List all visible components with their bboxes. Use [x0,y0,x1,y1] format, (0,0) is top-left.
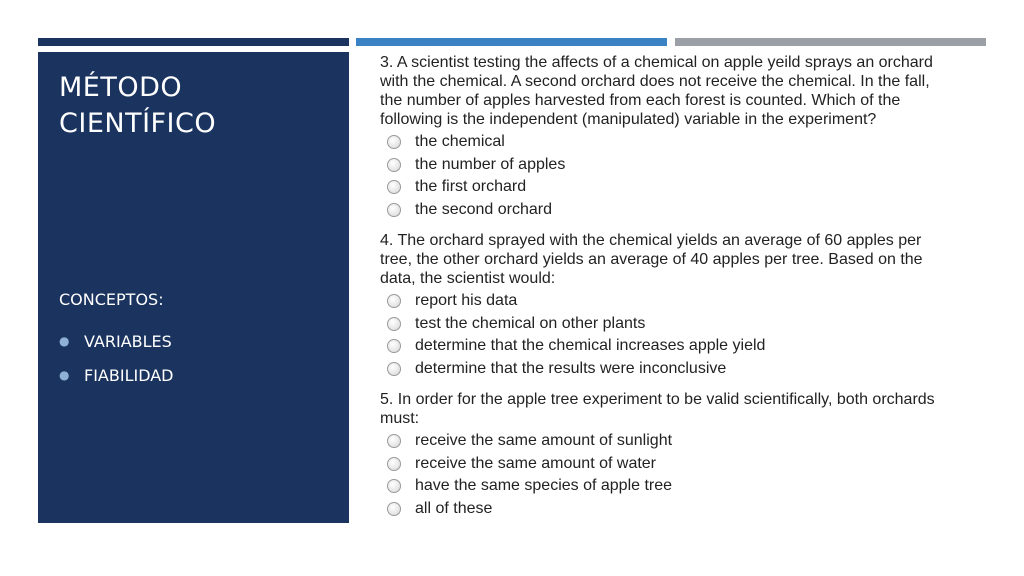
answer-option[interactable] [380,335,940,358]
option-label: receive the same amount of water [415,454,657,472]
radio-button-icon[interactable] [387,434,401,448]
answer-options [380,131,940,221]
concept-label: VARIABLES [84,331,172,351]
answer-option[interactable] [380,154,940,177]
bullet-icon: ● [59,334,70,348]
concept-item-variables [59,324,174,358]
radio-button-icon[interactable] [387,294,401,308]
answer-option[interactable] [380,131,940,154]
question-text: 3. A scientist testing the affects of a chemical on apple yeild sprays an orchard with the chemical. A second orchard does not receive the chemical. In the fall, the number of apples harvested from each forest is counted. Which of the following is the independent (manipulated) variable in the experiment? [380,54,933,128]
answer-option[interactable] [380,290,940,313]
question-text: 5. In order for the apple tree experiment to be valid scientifically, both orchards must: [380,391,935,427]
question-3 [380,53,940,221]
radio-button-icon[interactable] [387,158,401,172]
answer-option[interactable] [380,430,940,453]
bullet-icon: ● [59,368,70,382]
radio-button-icon[interactable] [387,317,401,331]
top-bar-gray [675,38,986,46]
option-label: determine that the chemical increases apple yield [415,337,766,355]
concept-item-fiabilidad [59,358,174,392]
answer-option[interactable] [380,475,940,498]
option-label: report his data [415,292,518,310]
quiz-content [380,53,940,530]
answer-option[interactable] [380,453,940,476]
option-label: receive the same amount of sunlight [415,432,673,450]
concepts-heading: CONCEPTOS: [59,290,164,309]
sidebar-panel [38,52,349,523]
slide-title [59,70,216,142]
concepts-list [59,324,174,392]
radio-button-icon[interactable] [387,362,401,376]
answer-options [380,290,940,380]
option-label: the number of apples [415,155,566,173]
radio-button-icon[interactable] [387,203,401,217]
radio-button-icon[interactable] [387,339,401,353]
top-bar-blue [356,38,667,46]
answer-option[interactable] [380,358,940,381]
question-4 [380,231,940,380]
slide-title-line-2: CIENTÍFICO [59,108,217,139]
option-label: the second orchard [415,200,552,218]
answer-option[interactable] [380,199,940,222]
radio-button-icon[interactable] [387,479,401,493]
option-label: the first orchard [415,178,527,196]
radio-button-icon[interactable] [387,502,401,516]
question-5 [380,390,940,520]
top-bar-navy [38,38,349,46]
radio-button-icon[interactable] [387,180,401,194]
option-label: have the same species of apple tree [415,477,673,495]
option-label: determine that the results were inconclusive [415,359,727,377]
answer-option[interactable] [380,176,940,199]
option-label: test the chemical on other plants [415,314,646,332]
answer-option[interactable] [380,313,940,336]
slide-title-line-1: MÉTODO [59,72,183,103]
answer-options [380,430,940,520]
concept-label: FIABILIDAD [84,365,174,385]
question-text: 4. The orchard sprayed with the chemical yields an average of 60 apples per tree, the other orchard yields an average of 40 apples per tree. Based on the data, the scientist would: [380,232,923,287]
option-label: the chemical [415,133,505,151]
answer-option[interactable] [380,498,940,521]
option-label: all of these [415,499,493,517]
radio-button-icon[interactable] [387,135,401,149]
radio-button-icon[interactable] [387,457,401,471]
